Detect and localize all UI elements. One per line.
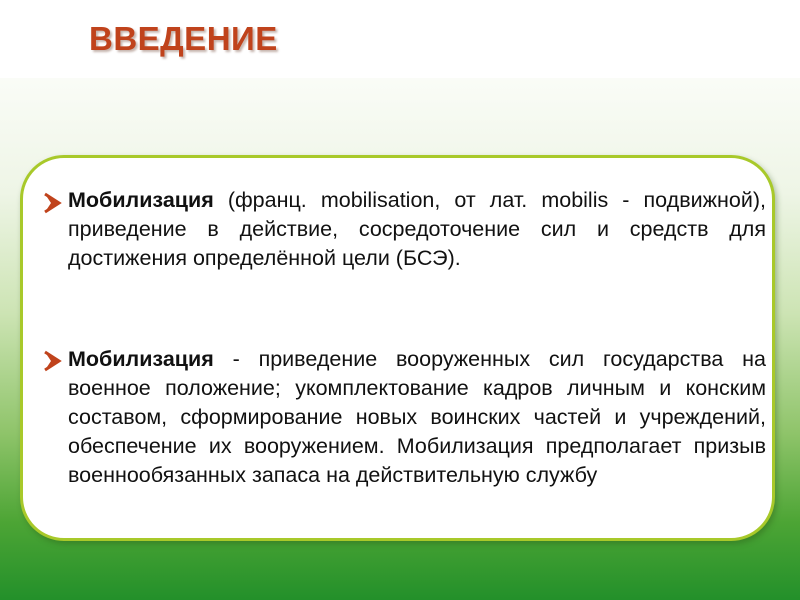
slide-title: ВВЕДЕНИЕ bbox=[89, 20, 278, 57]
definition-text: - приведение вооруженных сил государства на военное положение; укомплектование кадров личным и конским составом, сформирование новых воинских частей и учреждений, обеспечение их вооружением. Мобилизация предполагает призыв военнообязанных запаса на действительную службу bbox=[68, 347, 766, 487]
arrow-bullet-icon bbox=[40, 349, 64, 373]
definition-term: Мобилизация bbox=[68, 347, 214, 371]
definition-term: Мобилизация bbox=[68, 188, 214, 212]
definition-item bbox=[68, 186, 766, 273]
arrow-bullet-icon bbox=[40, 191, 64, 215]
definition-text: (франц. mobilisation, от лат. mobilis - подвижной), приведение в действие, сосредоточение сил и средств для достижения определённой цели (БСЭ). bbox=[68, 188, 766, 270]
definition-item bbox=[68, 345, 766, 490]
